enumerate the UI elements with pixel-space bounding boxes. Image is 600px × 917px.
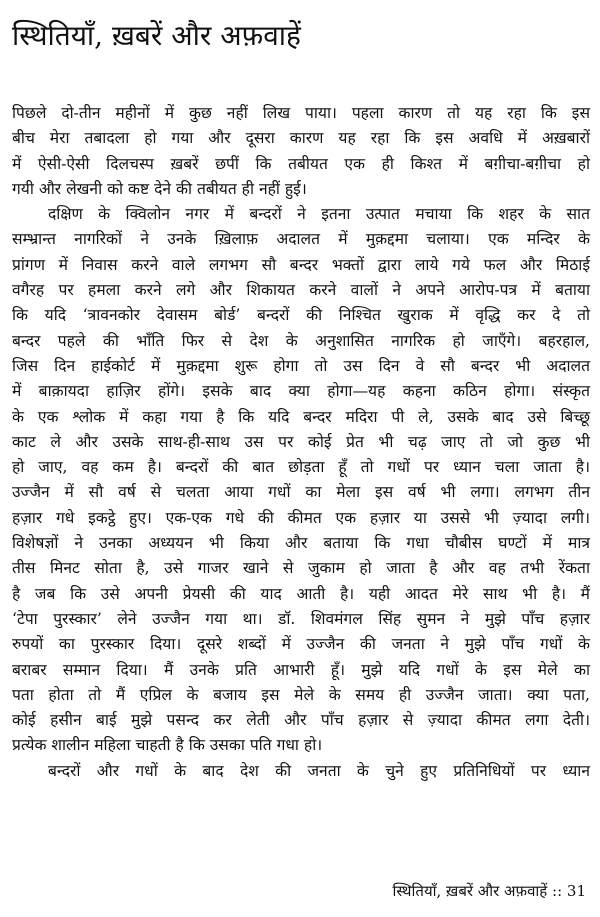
text-line: गयी और लेखनी को कष्ट देने की तबीयत ही नहीं हुई।	[12, 179, 307, 198]
text-line: बीच मेरा तबादला हो गया और दूसरा कारण यह रहा कि इस अवधि में अख़बारों	[12, 129, 590, 148]
text-line: बन्दरों और गधों के बाद देश की जनता के चुने हुए प्रतिनिधियों पर ध्यान	[48, 761, 590, 780]
text-line: तीस मिनट सोता है, उसे गाजर खाने से जुकाम हो जाता है और वह तभी रेंकता	[12, 559, 590, 578]
paragraph-3	[12, 759, 590, 784]
text-line: बन्दर पहले की भाँति फिर से देश के अनुशासित नागरिक हो जाएँगे। बहरहाल,	[12, 331, 590, 350]
running-footer: स्थितियाँ, ख़बरें और अफ़वाहें :: 31	[392, 882, 586, 900]
text-line: प्रत्येक शालीन महिला चाहती है कि उसका पति गधा हो।	[12, 736, 323, 755]
text-line: कोई हसीन बाई मुझे पसन्द कर लेती और पाँच हज़ार से ज़्यादा कीमत लगा देती।	[12, 711, 590, 730]
text-line: उज्जैन में सौ वर्ष से चलता आया गधों का मेला इस वर्ष भी लगा। लगभग तीन	[12, 483, 590, 502]
text-line: ‘टेपा पुरस्कार’ लेने उज्जैन गया था। डॉ. शिवमंगल सिंह सुमन ने मुझे पाँच हज़ार	[12, 609, 590, 628]
text-line: काट ले और उसके साथ-ही-साथ उस पर कोई प्रेत भी चढ़ जाए तो जो कुछ भी	[12, 432, 590, 451]
text-line: पता होता तो मैं एप्रिल के बजाय इस मेले के समय ही उज्जैन जाता। क्या पता,	[12, 685, 590, 704]
paragraph-2	[12, 202, 590, 759]
text-line: के एक श्लोक में कहा गया है कि यदि बन्दर मदिरा पी ले, उसके बाद उसे बिच्छू	[12, 407, 590, 426]
chapter-body	[12, 101, 590, 784]
text-line: हो जाए, वह कम है। बन्दरों की बात छोड़ता हूँ तो गधों पर ध्यान चला जाता है।	[12, 458, 590, 477]
text-line: दक्षिण के क्विलोन नगर में बन्दरों ने इतना उत्पात मचाया कि शहर के सात	[48, 205, 590, 224]
text-line: कि यदि ‘त्रावनकोर देवासम बोर्ड’ बन्दरों की निश्चित खुराक में वृद्धि कर दे तो	[12, 306, 590, 325]
chapter-title: स्थितियाँ, ख़बरें और अफ़वाहें	[12, 19, 301, 52]
text-line: सम्भ्रान्त नागरिकों ने उनके ख़िलाफ़ अदालत में मुक़द्दमा चलाया। एक मन्दिर के	[12, 230, 590, 249]
text-line: है जब कि उसे अपनी प्रेयसी की याद आती है। यही आदत मेरे साथ भी है। मैं	[12, 584, 590, 603]
text-line: बराबर सम्मान दिया। मैं उनके प्रति आभारी हूँ। मुझे यदि गधों के इस मेले का	[12, 660, 590, 679]
text-line: विशेषज्ञों ने उनका अध्ययन भी किया और बताया कि गधा चौबीस घण्टों में मात्र	[12, 534, 590, 553]
text-line: वगैरह पर हमला करने लगे और शिकायत करने वालों ने अपने आरोप-पत्र में बताया	[12, 281, 590, 300]
paragraph-1	[12, 101, 590, 202]
text-line: जिस दिन हाईकोर्ट में मुक़द्दमा शुरू होगा तो उस दिन वे सौ बन्दर भी अदालत	[12, 356, 590, 375]
text-line: रुपयों का पुरस्कार दिया। दूसरे शब्दों में उज्जैन की जनता ने मुझे पाँच गधों के	[12, 635, 590, 654]
text-line: प्रांगण में निवास करने वाले लगभग सौ बन्दर भक्तों द्वारा लाये गये फल और मिठाई	[12, 255, 590, 274]
text-line: पिछले दो-तीन महीनों में कुछ नहीं लिख पाया। पहला कारण तो यह रहा कि इस	[12, 104, 590, 122]
text-line: में बाक़ायदा हाज़िर होंगे। इसके बाद क्या होगा—यह कहना कठिन होगा। संस्कृत	[12, 382, 590, 401]
text-line: में ऐसी-ऐसी दिलचस्प ख़बरें छपीं कि तबीयत एक ही किश्त में बग़ीचा-बग़ीचा हो	[12, 154, 590, 173]
text-line: हज़ार गधे इकट्ठे हुए। एक-एक गधे की कीमत एक हज़ार या उससे भी ज़्यादा लगी।	[12, 508, 590, 527]
